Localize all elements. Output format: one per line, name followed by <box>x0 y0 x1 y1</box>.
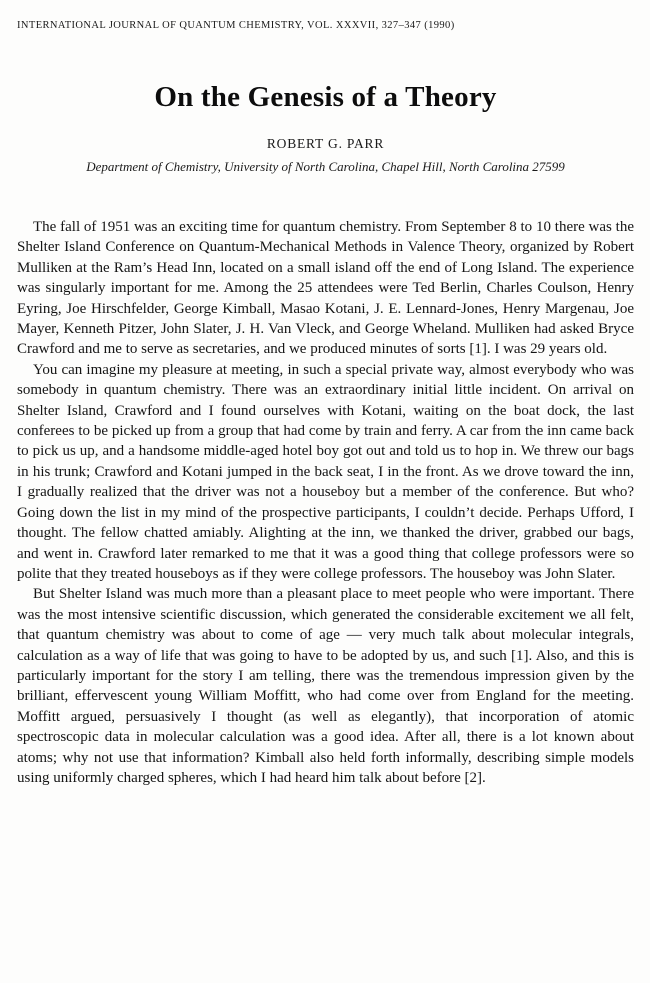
article-affiliation: Department of Chemistry, University of North Carolina, Chapel Hill, North Carolina 27599 <box>86 159 565 174</box>
article-author: ROBERT G. PARR <box>266 136 385 151</box>
paragraph-3: But Shelter Island was much more than a pleasant place to meet people who were important. There was the most intensive scientific discussion, which generated the considerable excitement we all felt, that quantum chemistry was about to come of age — very much talk about molecular integrals, calculation as a way of life that was going to have to be adopted by us, and such [1]. Also, and this is particularly important for the story I am telling, there was the tremendous impression given by the brilliant, effervescent young William Moffitt, who had come over from England for the meeting. Moffitt argued, persuasively I thought (as well as elegantly), that incorporation of atomic spectroscopic data in molecular calculation was a good idea. After all, there is a lot known about atoms; why not use that information? Kimball also held forth informally, describing simple models using uniformly charged spheres, which I had heard him talk about before [2]. <box>17 586 634 786</box>
article-body <box>17 217 634 788</box>
article-title: On the Genesis of a Theory <box>154 81 497 113</box>
paragraph-2: You can imagine my pleasure at meeting, in such a special private way, almost everybody who was somebody in quantum chemistry. There was an extraordinary initial little incident. On arrival on Shelter Island, Crawford and I found ourselves with Kotani, waiting on the boat dock, the last conferees to be picked up from a group that had come by train and ferry. A car from the inn came back to pick us up, and a handsome middle-aged hotel boy got out and told us to hop in. We threw our bags in his trunk; Crawford and Kotani jumped in the back seat, I in the front. As we drove toward the inn, I gradually realized that the driver was not a houseboy but a member of the conference. But who? Going down the list in my mind of the prospective participants, I couldn’t decide. Perhaps Ufford, I thought. The fellow chatted amiably. Alighting at the inn, we thanked the driver, grabbed our bags, and went in. Crawford later remarked to me that it was a good thing that college professors were so polite that they treated houseboys as if they were college professors. The houseboy was John Slater. <box>17 361 634 582</box>
journal-header: INTERNATIONAL JOURNAL OF QUANTUM CHEMISTRY, VOL. XXXVII, 327–347 (1990) <box>17 20 455 31</box>
paragraph-1: The fall of 1951 was an exciting time for quantum chemistry. From September 8 to 10 there was the Shelter Island Conference on Quantum-Mechanical Methods in Valence Theory, organized by Robert Mulliken at the Ram’s Head Inn, located on a small island off the end of Long Island. The experience was singularly important for me. Among the 25 attendees were Ted Berlin, Charles Coulson, Henry Eyring, Joe Hirschfelder, George Kimball, Masao Kotani, J. E. Lennard-Jones, Henry Margenau, Joe Mayer, Kenneth Pitzer, John Slater, J. H. Van Vleck, and George Wheland. Mulliken had asked Bryce Crawford and me to serve as secretaries, and we produced minutes of sorts [1]. I was 29 years old. <box>17 219 634 358</box>
